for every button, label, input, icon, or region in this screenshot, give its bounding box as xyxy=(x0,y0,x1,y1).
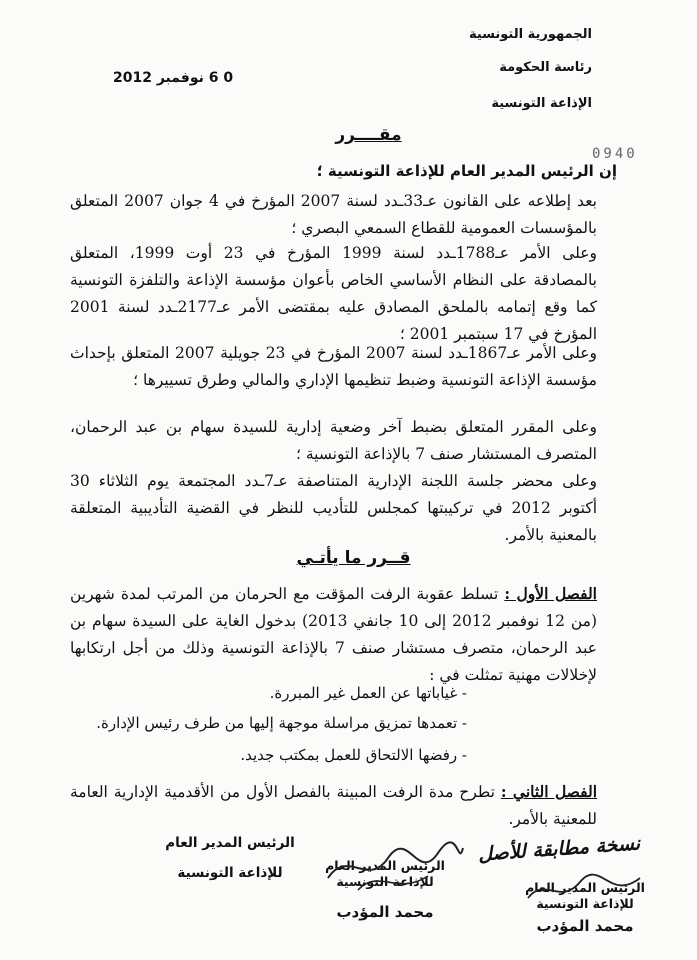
article-1 xyxy=(70,580,597,689)
article-1-label: الفصل الأول : xyxy=(504,584,597,603)
violation-item: - تعمدها تمزيق مراسلة موجهة إليها من طرف رئيس الإدارة. xyxy=(96,714,467,732)
header-government: رئاسة الحكومة xyxy=(499,60,592,75)
stamp-title: الرئيس المدير العام xyxy=(325,858,445,873)
article-2 xyxy=(70,778,597,833)
document-date: 0 6 نوفمبر 2012 xyxy=(113,70,234,86)
page-title: مقــــرر xyxy=(335,125,402,145)
certified-copy-stamp: نسخة مطابقة للأصل xyxy=(477,832,641,866)
header-organization: الإذاعة التونسية xyxy=(491,96,592,111)
consideration-4: وعلى المقرر المتعلق بضبط آخر وضعية إدارية للسيدة سهام بن عبد الرحمان، المتصرف المستشار صنف 7 بالإذاعة التونسية ؛ xyxy=(70,418,597,463)
header-country: الجمهورية التونسية xyxy=(468,27,592,42)
intro-line: إن الرئيس المدير العام للإذاعة التونسية ؛ xyxy=(316,162,617,180)
copy-title: الرئيس المدير العام xyxy=(525,880,645,895)
consideration-2: وعلى الأمر عـ1788ـدد لسنة 1999 المؤرخ في 23 أوت 1999، المتعلق بالمصادقة على النظام الأساسي الخاص بأعوان مؤسسة الإذاعة والتلفزة التونسية كما وقع إتمامه بالملحق المصادق عليه بمقتضى الأمر عـ2177ـدد لسنة 2001 المؤرخ في 17 سبتمبر 2001 ؛ xyxy=(70,244,597,343)
signature-block xyxy=(140,828,320,888)
signatory-name: محمد المؤدب xyxy=(336,903,434,921)
consideration-5: وعلى محضر جلسة اللجنة الإدارية المتناصفة عـ7ـدد المجتمعة يوم الثلاثاء 30 أكتوبر 2012 في تركيبتها كمجلس للتأديب للنظر في القضية التأديبية المتعلقة بالمعنية بالأمر. xyxy=(70,472,598,544)
violation-item: - غياباتها عن العمل غير المبررة. xyxy=(269,684,467,702)
copy-organization: للإذاعة التونسية xyxy=(536,896,634,911)
decision-title: قــرر ما يأتـي xyxy=(296,548,411,568)
handwritten-signature xyxy=(318,838,468,898)
article-2-label: الفصل الثاني : xyxy=(500,782,597,801)
copy-name: محمد المؤدب xyxy=(536,917,634,935)
article-2-text: تطرح مدة الرفت المبينة بالفصل الأول من الأقدمية الإدارية العامة للمعنية بالأمر. xyxy=(70,783,597,828)
stamp-organization: للإذاعة التونسية xyxy=(336,874,434,889)
signatory-title: الرئيس المدير العام xyxy=(165,835,295,851)
reference-number: 0940 xyxy=(592,146,638,162)
copy-signature xyxy=(520,868,650,913)
signatory-organization: للإذاعة التونسية xyxy=(177,865,283,881)
article-1-text: تسلط عقوبة الرفت المؤقت مع الحرمان من المرتب لمدة شهرين (من 12 نوفمبر 2012 إلى 10 جانفي 2013) بدخول الغاية على السيدة سهام بن عبد الرحمان، متصرف مستشار صنف 7 بالإذاعة التونسية وذلك من أجل ارتكابها لإخلالات مهنية تمثلت في : xyxy=(70,585,597,684)
consideration-3: وعلى الأمر عـ1867ـدد لسنة 2007 المؤرخ في 23 جويلية 2007 المتعلق بإحداث مؤسسة الإذاعة التونسية وضبط تنظيمها الإداري والمالي وطرق تسييرها ؛ xyxy=(70,344,597,389)
violation-item: - رفضها الالتحاق للعمل بمكتب جديد. xyxy=(240,746,467,764)
consideration-1: بعد إطلاعه على القانون عـ33ـدد لسنة 2007 المؤرخ في 4 جوان 2007 المتعلق بالمؤسسات العمومية للقطاع السمعي البصري ؛ xyxy=(70,192,597,237)
